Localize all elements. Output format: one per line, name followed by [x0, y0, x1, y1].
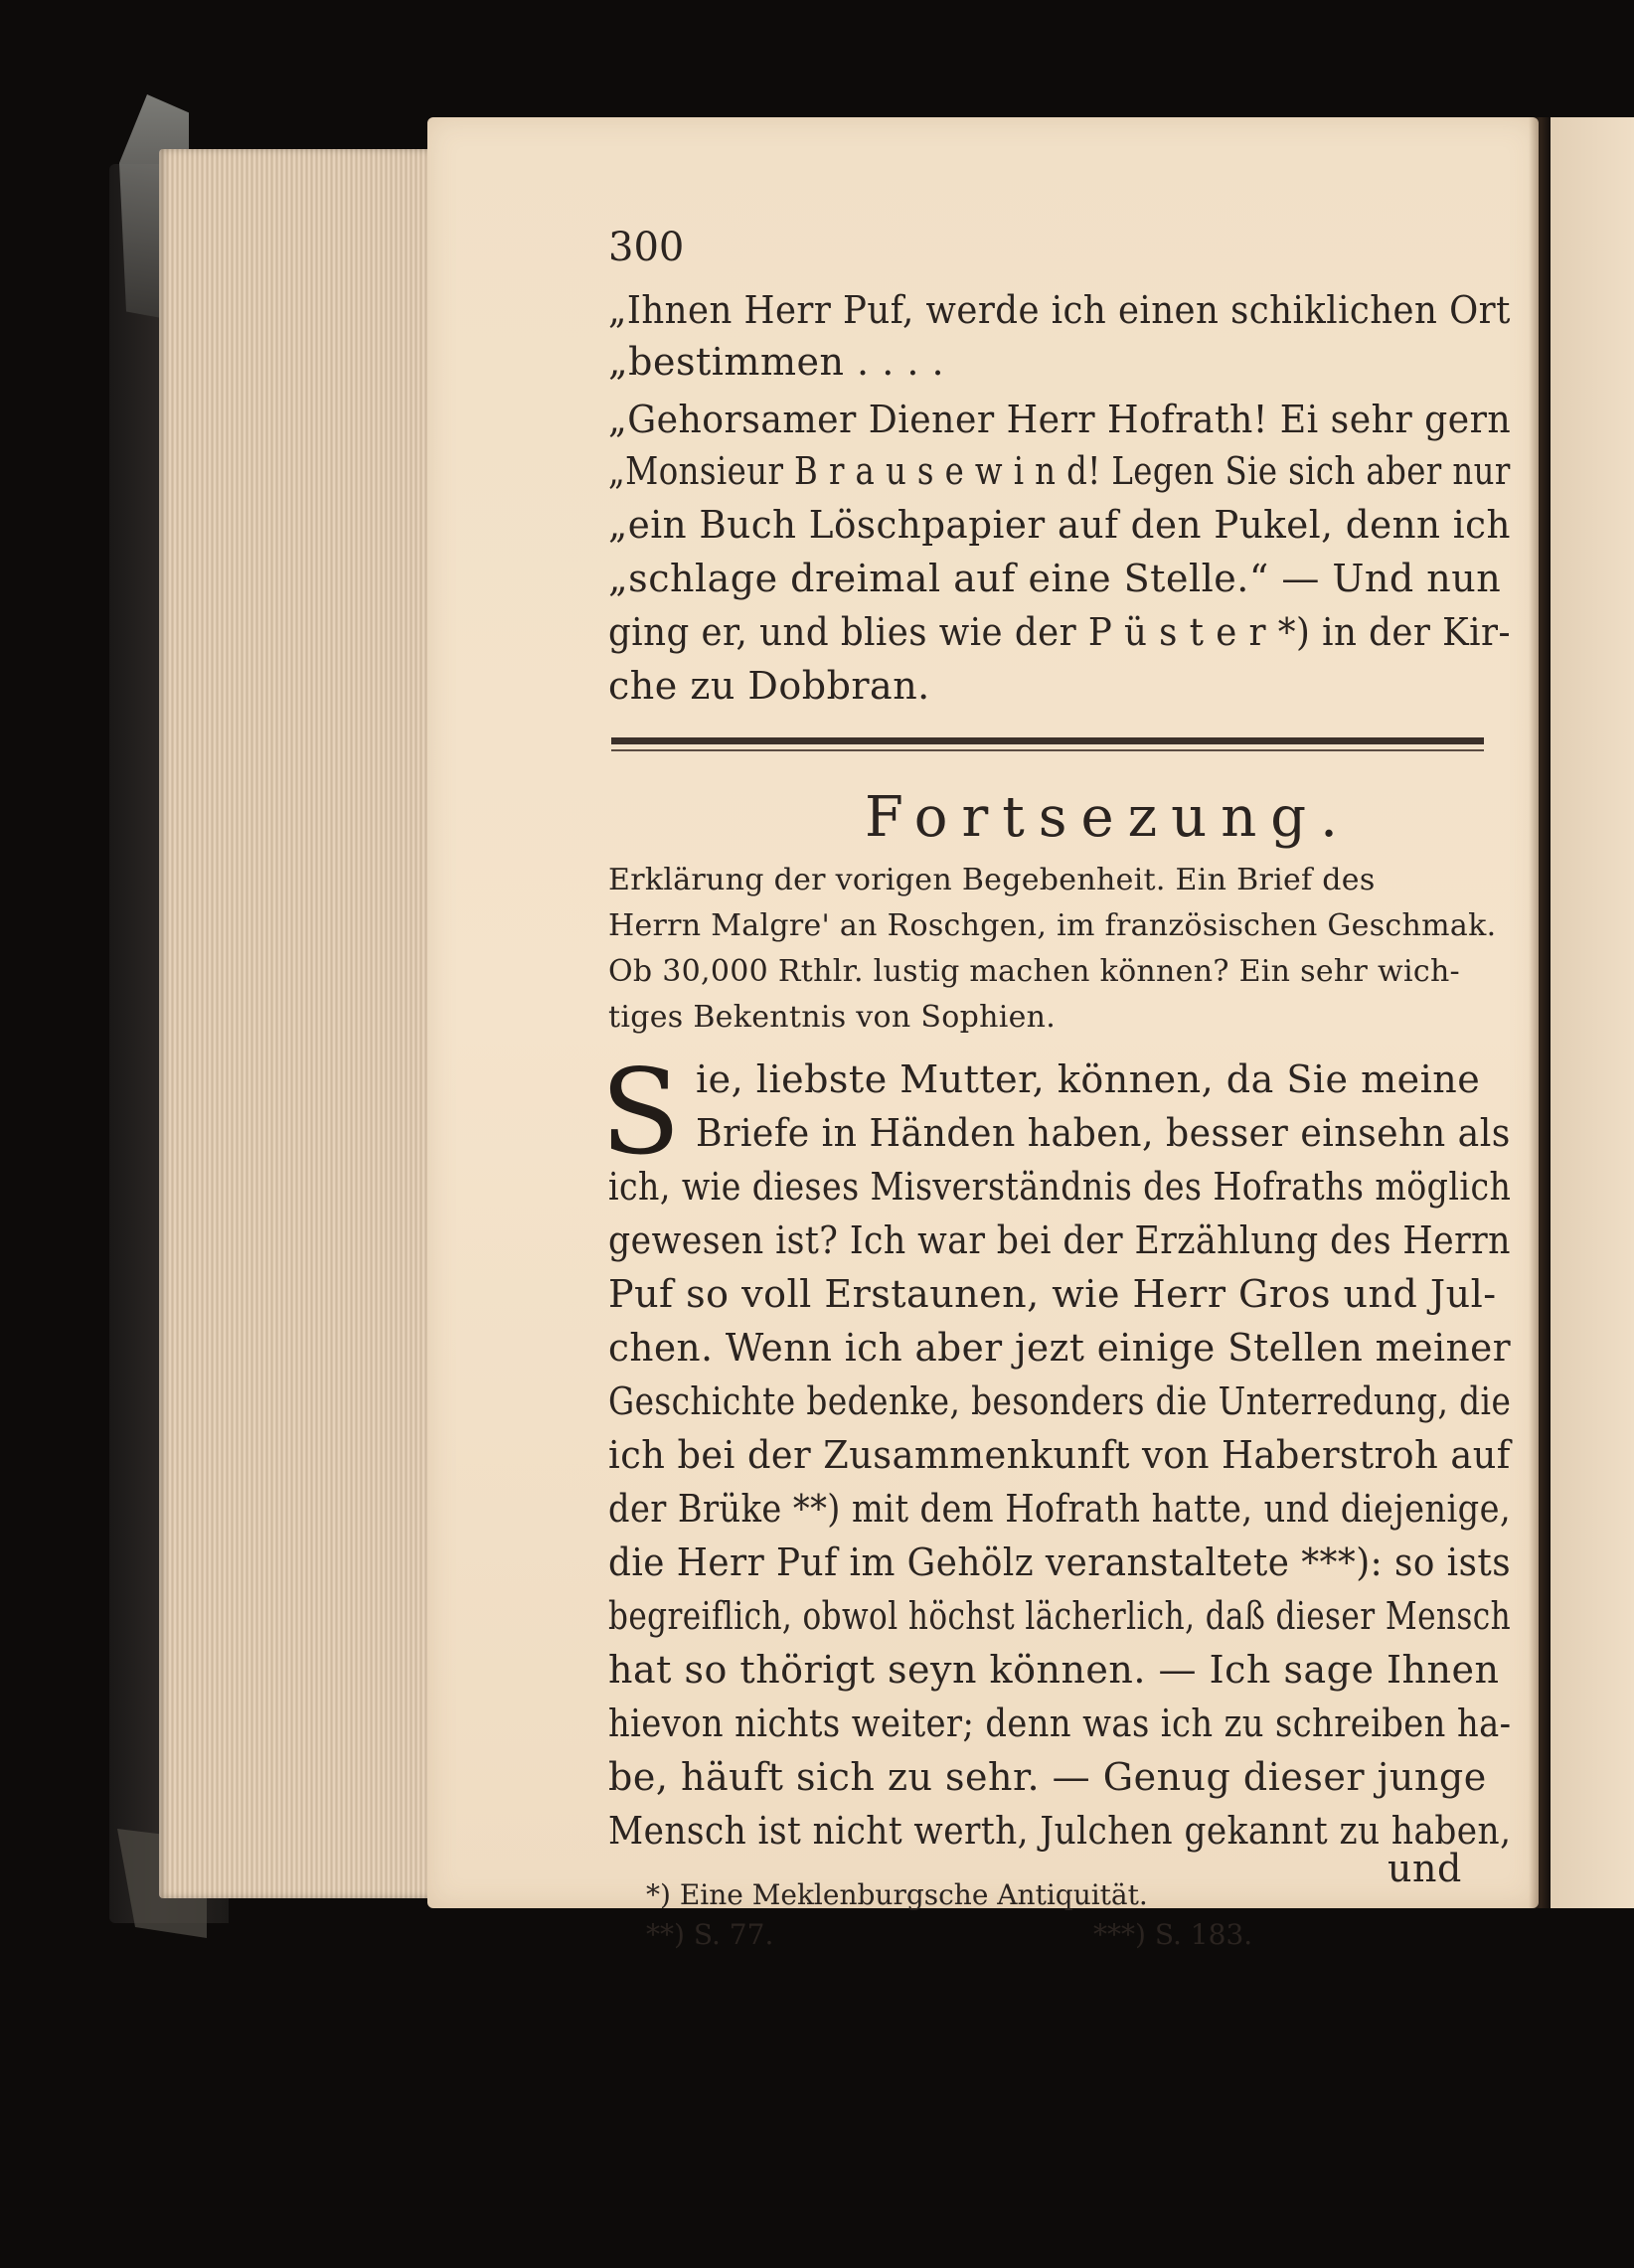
- summary-line: Ob 30,000 Rthlr. lustig machen können? Ein sehr wich-: [608, 954, 1460, 989]
- page-edges: [159, 149, 442, 1898]
- text-line: chen. Wenn ich aber jezt einige Stellen meiner: [608, 1326, 1512, 1370]
- text-line: „Ihnen Herr Puf, werde ich einen schiklichen Ort: [608, 288, 1511, 332]
- text-line: ich, wie dieses Misverständnis des Hofraths möglich: [608, 1165, 1512, 1209]
- text-line: Mensch ist nicht werth, Julchen gekannt zu haben,: [608, 1809, 1512, 1853]
- text-line: „Monsieur B r a u s e w i n d! Legen Sie sich aber nur: [608, 449, 1511, 493]
- text-line: Geschichte bedenke, besonders die Unterredung, die: [608, 1379, 1512, 1423]
- text-line: „schlage dreimal auf eine Stelle.“ — Und nun: [608, 557, 1502, 600]
- book-gutter: [1529, 117, 1552, 1908]
- text-line: Briefe in Händen haben, besser einsehn als: [696, 1111, 1511, 1155]
- summary-line: tiges Bekentnis von Sophien.: [608, 1000, 1057, 1035]
- text-line: ie, liebste Mutter, können, da Sie meine: [696, 1057, 1481, 1101]
- text-line: hievon nichts weiter; denn was ich zu schreiben ha-: [608, 1701, 1512, 1745]
- text-line: der Brüke **) mit dem Hofrath hatte, und diejenige,: [608, 1487, 1512, 1531]
- section-rule: [611, 737, 1484, 744]
- text-line: begreiflich, obwol höchst lächerlich, daß dieser Mensch: [608, 1594, 1512, 1638]
- page-number: 300: [608, 225, 685, 270]
- text-line: „Gehorsamer Diener Herr Hofrath! Ei sehr gern: [608, 398, 1512, 441]
- section-rule-thin: [611, 749, 1484, 751]
- text-line: die Herr Puf im Gehölz veranstaltete ***): so ists: [608, 1540, 1512, 1584]
- right-page-edge: [1551, 117, 1634, 1908]
- section-heading: Fortsezung.: [865, 785, 1352, 850]
- text-line: gewesen ist? Ich war bei der Erzählung des Herrn: [608, 1218, 1511, 1262]
- text-line: Puf so voll Erstaunen, wie Herr Gros und Jul-: [608, 1272, 1497, 1316]
- text-line: che zu Dobbran.: [608, 664, 930, 708]
- summary-line: Herrn Malgre' an Roschgen, im französischen Geschmak.: [608, 908, 1497, 943]
- text-line: ich bei der Zusammenkunft von Haberstroh auf: [608, 1433, 1511, 1477]
- text-line: „bestimmen . . . .: [608, 340, 945, 384]
- drop-cap: S: [600, 1044, 681, 1181]
- footnote: *) Eine Meklenburgsche Antiquität.: [646, 1878, 1148, 1911]
- text-line: ging er, und blies wie der P ü s t e r *) in der Kir-: [608, 610, 1511, 654]
- text-line: hat so thörigt seyn können. — Ich sage Ihnen: [608, 1648, 1500, 1692]
- text-line: be, häuft sich zu sehr. — Genug dieser junge: [608, 1755, 1487, 1799]
- footnote: **) S. 77.: [646, 1918, 774, 1951]
- text-line: „ein Buch Löschpapier auf den Pukel, denn ich: [608, 503, 1511, 547]
- catchword: und: [1388, 1847, 1462, 1890]
- footnote: ***) S. 183.: [1093, 1918, 1253, 1951]
- summary-line: Erklärung der vorigen Begebenheit. Ein Brief des: [608, 863, 1376, 897]
